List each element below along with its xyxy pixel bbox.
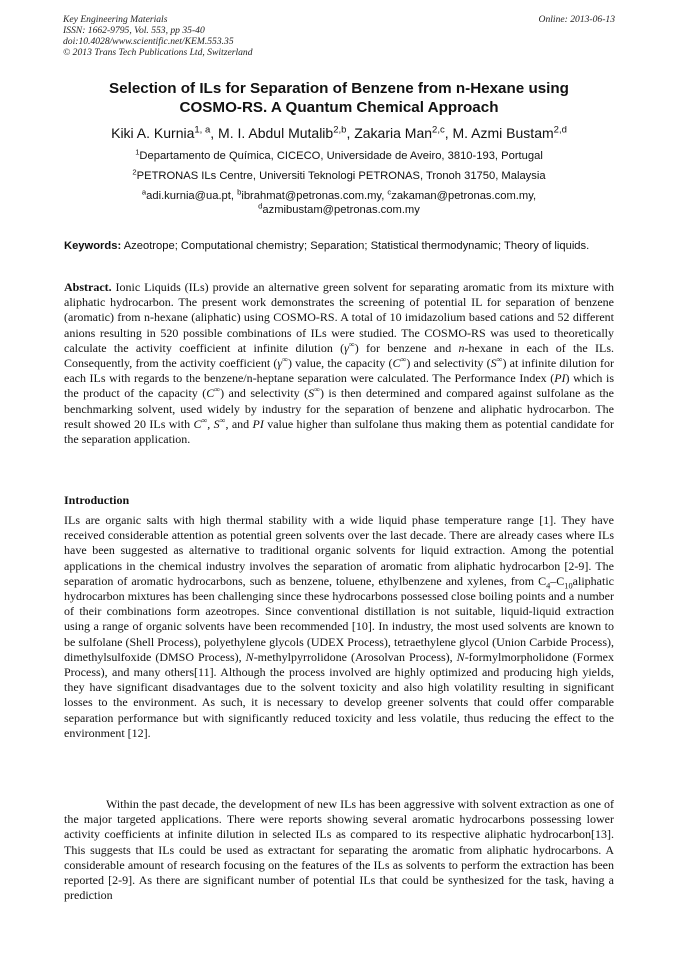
paragraph-text: -formylmorpholidone (Formex Process), and many others[11]. Although the process involved are highly optimized and producing high yields, they have significant disadvantages due to the solvent toxicity and also high volatility resulting in significant losses to the environment. As such, it is necessary to develop greener solvents that could offer comparable separation performance but with significantly reduced toxicity and less volatile, thus reducing the effect to the environment [12]. [64, 649, 614, 740]
author-sup: 2,b [333, 124, 347, 136]
abstract-text: ) and selectivity ( [220, 386, 309, 401]
symbol-selectivity: S [490, 356, 497, 371]
title-line-2: COSMO-RS. A Quantum Chemical Approach [179, 99, 499, 116]
author-list [20, 124, 658, 142]
author-name: Zakaria Man [354, 125, 433, 141]
symbol-gamma: γ [344, 340, 349, 355]
abstract-text: ) and selectivity ( [406, 356, 491, 371]
paragraph-text: ILs are organic salts with high thermal stability with a wide liquid phase temperature range [1]. They have received considerable attention as potential green solvents over the last decade. There are already cases where ILs have been suggested as alternative to traditional organic solvents for liquid extraction. Among the potential applications in the chemical industry involves the separation of aromatic from aliphatic hydrocarbon [2-9]. The separation of aromatic hydrocarbons, such as benzene, toluene, ethylbenzene and xylenes, from C [64, 513, 614, 588]
affiliation-sup: 1 [135, 147, 140, 157]
intro-paragraph-2: Within the past decade, the development of new ILs has been aggressive with solvent extraction as one of the major targeted applications. There were reports showing several aromatic hydrocarbons possessing lower activity coefficients at infinite dilution in selected ILs as compared to its respective aliphatic hydrocarbon[13]. This suggests that ILs could be used as extractant for separating the aromatic from aliphatic hydrocarbons. A considerable amount of research focusing on the features of the ILs as solvents to perform the extraction has been reported [2-9]. As there are significant number of potential ILs that could be synthesized for the task, having a prediction [64, 797, 614, 903]
section-heading-introduction: Introduction [64, 493, 130, 507]
abstract-text: -hexane in each of the ILs. Consequently, from the activity coefficient ( [64, 340, 614, 371]
symbol-infinity: ∞ [314, 385, 320, 395]
author-sup: 1, a [194, 124, 211, 136]
author-separator: , [444, 125, 453, 141]
abstract-text: ) at infinite dilution for each ILs with regards to the benzene/n-heptane separation were calculated. The Performance Index ( [64, 356, 614, 386]
symbol-gamma: γ [277, 356, 283, 371]
intro-paragraph-1 [64, 513, 614, 741]
italic-n: N [456, 649, 465, 664]
abstract-label: Abstract. [64, 280, 112, 294]
symbol-pi: PI [252, 416, 264, 431]
italic-n: n [458, 340, 465, 355]
abstract-text: value higher than sulfolane thus making them as potential candidate for the separation application. [64, 416, 615, 447]
email-sup: b [237, 187, 242, 197]
abstract-text: Ionic Liquids (ILs) provide an alternative green solvent for separating aromatic from its mixture with aliphatic hydrocarbon. The present work demonstrates the screening of potential IL for separation of benzene (aromatic) from n-hexane (aliphatic) using COSMO-RS. A total of 10 imidazolium based cations and 52 different anions resulting in 520 possible combinations of ILs were studied. The COSMO-RS was used to theoretically calculate the activity coefficient at infinite dilution ( [64, 280, 614, 355]
author-sup: 2,d [553, 124, 567, 136]
email-list [60, 187, 618, 217]
paragraph-text: –C [550, 573, 565, 588]
symbol-capacity: C [392, 356, 401, 371]
symbol-pi: PI [554, 371, 566, 386]
abstract-text: ) value, the capacity ( [287, 356, 393, 371]
author-sup: 2,c [432, 124, 445, 136]
email-sup: c [387, 187, 392, 197]
abstract-text: ) for benzene and [354, 340, 459, 355]
symbol-infinity: ∞ [496, 355, 503, 365]
affiliation-2 [20, 167, 658, 183]
author-separator: , [346, 125, 355, 141]
author-name: Kiki A. Kurnia [111, 125, 195, 141]
keywords-label: Keywords: [64, 240, 122, 252]
affiliation-text: Departamento de Química, CICECO, Universidade de Aveiro, 3810-193, Portugal [139, 150, 543, 162]
symbol-capacity: C [206, 386, 215, 401]
email-sup: d [258, 200, 263, 210]
author-separator: , [210, 125, 219, 141]
subscript: 4 [546, 581, 551, 591]
email-sup: a [141, 187, 147, 197]
email-text[interactable]: adi.kurnia@ua.pt, [146, 190, 238, 202]
journal-header [63, 14, 253, 58]
copyright-line: © 2013 Trans Tech Publications Ltd, Switzerland [63, 47, 253, 58]
symbol-infinity: ∞ [214, 385, 221, 395]
abstract-text: ) is then determined and compared against sulfolane as the benchmarking solvent, used widely by industry for the separation of benzene and aliphatic hydrocarbon. The result showed 20 ILs with [64, 386, 615, 431]
email-text[interactable]: azmibustam@petronas.com.my [262, 203, 420, 216]
journal-name: Key Engineering Materials [63, 14, 168, 25]
symbol-capacity: C [193, 416, 202, 431]
keywords-text: Azeotrope; Computational chemistry; Separation; Statistical thermodynamic; Theory of liquids. [121, 240, 590, 252]
title-line-1: Selection of ILs for Separation of Benzene from n-Hexane using [109, 80, 569, 97]
abstract-text: ) which is the product of the capacity ( [64, 371, 615, 401]
abstract-text: , and [225, 416, 253, 431]
symbol-infinity: ∞ [201, 415, 208, 425]
author-name: M. I. Abdul Mutalib [218, 125, 334, 141]
symbol-infinity: ∞ [348, 339, 355, 349]
abstract [64, 280, 614, 447]
keywords [64, 240, 614, 254]
online-date: Online: 2013-06-13 [538, 14, 615, 25]
italic-n: N [245, 649, 254, 664]
author-name: M. Azmi Bustam [452, 125, 554, 141]
symbol-infinity: ∞ [400, 355, 407, 365]
symbol-selectivity: S [213, 416, 220, 431]
symbol-infinity: ∞ [282, 355, 288, 365]
subscript: 10 [564, 581, 573, 591]
affiliation-text: PETRONAS ILs Centre, Universiti Teknologi PETRONAS, Tronoh 31750, Malaysia [136, 170, 546, 182]
symbol-infinity: ∞ [219, 415, 226, 425]
symbol-selectivity: S [308, 386, 315, 401]
email-text[interactable]: zakaman@petronas.com.my, [391, 190, 537, 202]
affiliation-1 [20, 147, 658, 163]
issn-line: ISSN: 1662-9795, Vol. 553, pp 35-40 [63, 25, 205, 36]
affiliation-sup: 2 [132, 167, 137, 177]
doi-line: doi:10.4028/www.scientific.net/KEM.553.35 [63, 36, 234, 47]
email-text[interactable]: ibrahmat@petronas.com.my, [241, 190, 388, 202]
paper-title [40, 79, 638, 117]
paragraph-text: aliphatic hydrocarbon mixtures has been challenging since these hydrocarbons possessed close boiling points and a number of their combinations form azeotropes. Since conventional distillation is not suitable, liquid-liquid extraction using a range of organic solvents have been recommended [10]. In industry, the most used solvents are known to be sulfolane (Shell Process), polyethylene glycols (UDEX Process), tetraethylene glycol (Union Carbide Process), dimethylsulfoxide (DMSO Process), [64, 573, 614, 664]
paragraph-text: -methylpyrrolidone (Arosolvan Process), [253, 649, 457, 664]
abstract-text: , [207, 416, 214, 431]
